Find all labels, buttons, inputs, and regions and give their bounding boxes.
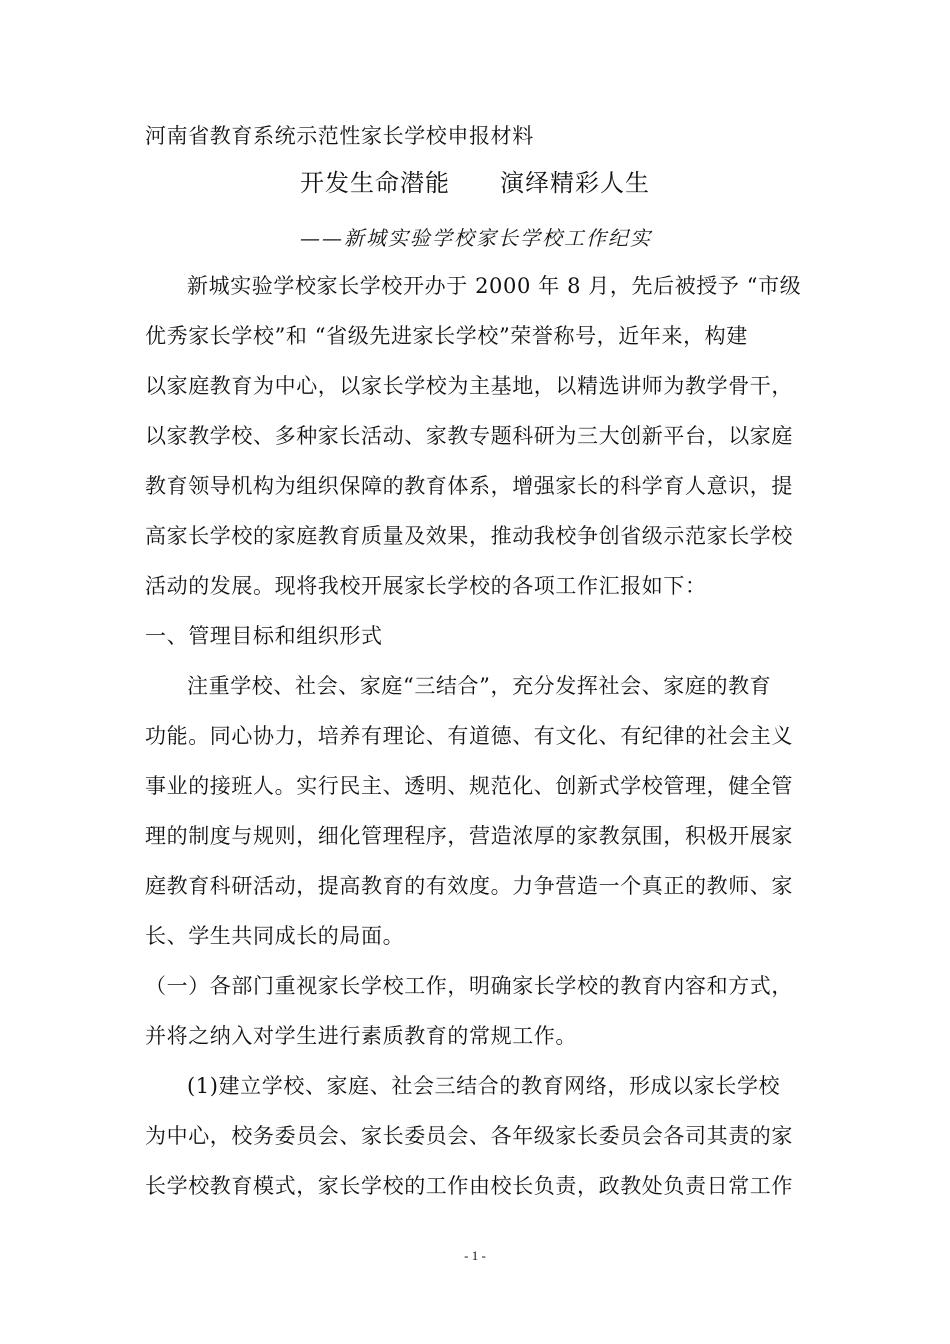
subsection-heading: （一）各部门重视家长学校工作，明确家长学校的教育内容和方式， [145, 974, 793, 998]
paragraph-line: 为中心，校务委员会、家长委员会、各年级家长委员会各司其责的家 [145, 1124, 793, 1148]
section-heading: 一、管理目标和组织形式 [145, 624, 383, 648]
paragraph-line: 功能。同心协力，培养有理论、有道德、有文化、有纪律的社会主义 [145, 724, 793, 748]
document-subtitle: ——新城实验学校家长学校工作纪实 [300, 226, 652, 250]
paragraph-line: 长、学生共同成长的局面。 [145, 924, 405, 948]
paragraph-line: 长学校教育模式，家长学校的工作由校长负责，政教处负责日常工作 [145, 1174, 793, 1198]
paragraph-line: 注重学校、社会、家庭“三结合”，充分发挥社会、家庭的教育 [187, 674, 772, 698]
paragraph-line: 事业的接班人。实行民主、透明、规范化、创新式学校管理，健全管 [145, 774, 793, 798]
paragraph-line: 以家教学校、多种家长活动、家教专题科研为三大创新平台，以家庭 [145, 424, 793, 448]
paragraph-line: 新城实验学校家长学校开办于 2000 年 8 月，先后被授予 “市级 [187, 274, 802, 298]
paragraph-line: 庭教育科研活动，提高教育的有效度。力争营造一个真正的教师、家 [145, 874, 793, 898]
document-header: 河南省教育系统示范性家长学校申报材料 [145, 124, 534, 148]
paragraph-line: 优秀家长学校”和 “省级先进家长学校”荣誉称号，近年来，构建 [145, 324, 748, 348]
paragraph-line: 高家长学校的家庭教育质量及效果，推动我校争创省级示范家长学校 [145, 524, 793, 548]
document-title: 开发生命潜能 演绎精彩人生 [300, 169, 650, 197]
page-number: - 1 - [464, 1248, 486, 1263]
paragraph-line: 以家庭教育为中心，以家长学校为主基地，以精选讲师为教学骨干， [145, 374, 793, 398]
paragraph-line: 理的制度与规则，细化管理程序，营造浓厚的家教氛围，积极开展家 [145, 824, 793, 848]
paragraph-line: (1)建立学校、家庭、社会三结合的教育网络，形成以家长学校 [187, 1074, 781, 1098]
paragraph-line: 活动的发展。现将我校开展家长学校的各项工作汇报如下： [145, 574, 707, 598]
paragraph-line: 教育领导机构为组织保障的教育体系，增强家长的科学育人意识，提 [145, 474, 793, 498]
subsection-heading: 并将之纳入对学生进行素质教育的常规工作。 [145, 1024, 577, 1048]
